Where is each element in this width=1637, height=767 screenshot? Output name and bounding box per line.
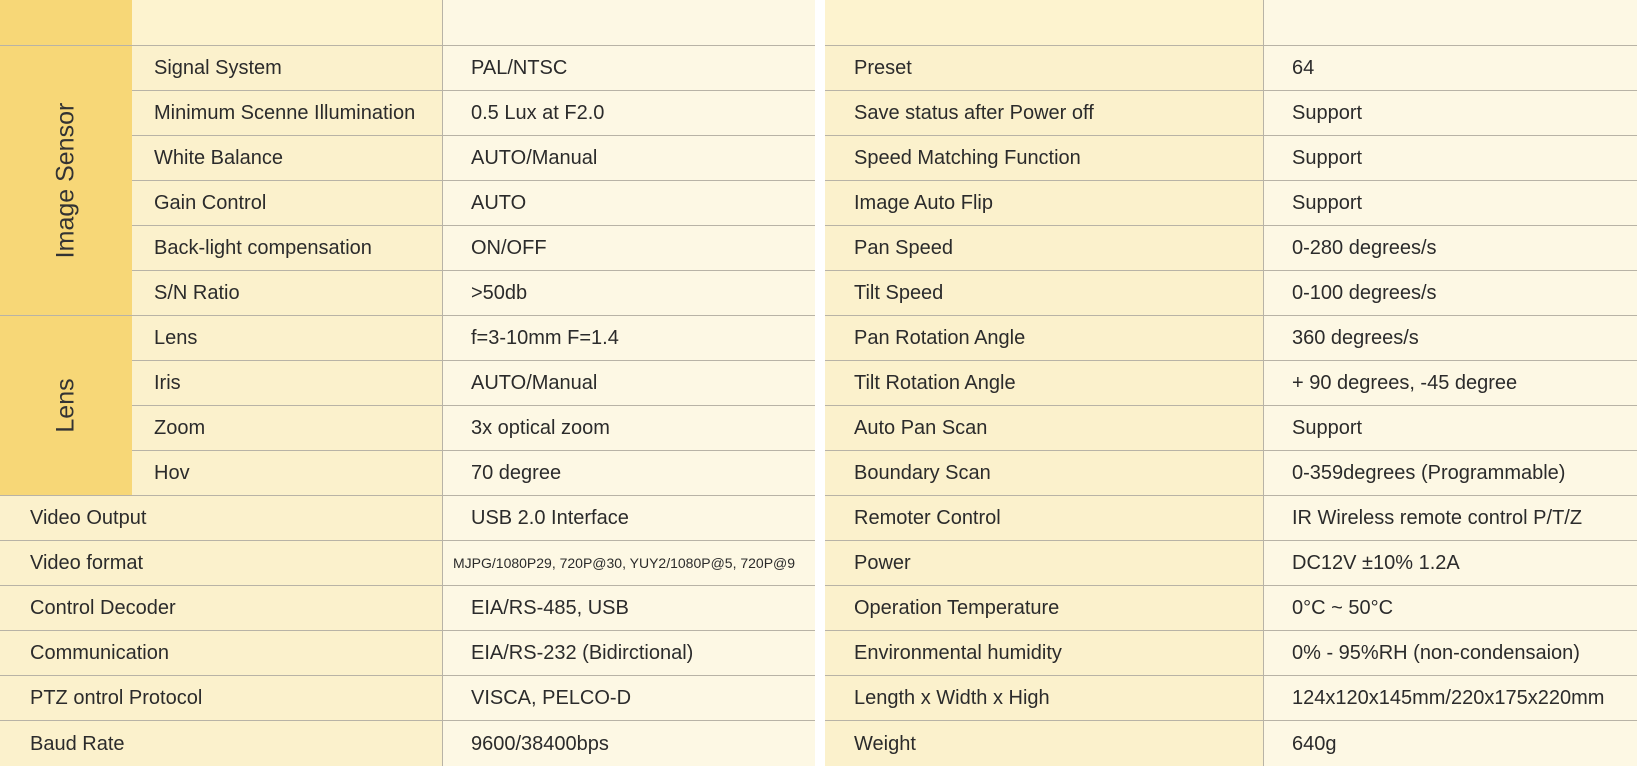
spec-label: Preset [825,46,1263,91]
spec-label: Save status after Power off [825,91,1263,136]
spec-value: 0°C ~ 50°C [1263,586,1637,631]
spec-label: Baud Rate [0,721,442,766]
spec-value: EIA/RS-485, USB [442,586,815,631]
spec-value: 0.5 Lux at F2.0 [442,91,815,136]
spec-label: Weight [825,721,1263,766]
spec-label: Tilt Speed [825,271,1263,316]
group-label [0,46,132,316]
spec-label: Tilt Rotation Angle [825,361,1263,406]
left-spec-grid [0,0,815,767]
spec-value: 64 [1263,46,1637,91]
spec-value: 70 degree [442,451,815,496]
left-spec-table [0,0,815,767]
spec-value: 0-280 degrees/s [1263,226,1637,271]
spec-value: Support [1263,406,1637,451]
spec-value: DC12V ±10% 1.2A [1263,541,1637,586]
spec-value: 640g [1263,721,1637,766]
spec-label: Signal System [132,46,442,91]
spec-value: 0-359degrees (Programmable) [1263,451,1637,496]
spec-value: f=3-10mm F=1.4 [442,316,815,361]
spec-label: Video format [0,541,442,586]
spec-value: 360 degrees/s [1263,316,1637,361]
spec-label: Control Decoder [0,586,442,631]
group-label [0,316,132,496]
spec-label: Operation Temperature [825,586,1263,631]
spec-value: 0-100 degrees/s [1263,271,1637,316]
spec-value: 124x120x145mm/220x175x220mm [1263,676,1637,721]
spec-label: PTZ ontrol Protocol [0,676,442,721]
spec-value: PAL/NTSC [442,46,815,91]
spec-value: 0% - 95%RH (non-condensaion) [1263,631,1637,676]
spec-label: S/N Ratio [132,271,442,316]
group-label-text: Image Sensor [51,102,80,259]
spec-value: >50db [442,271,815,316]
spec-value: AUTO/Manual [442,361,815,406]
spec-value: USB 2.0 Interface [442,496,815,541]
spec-label: Environmental humidity [825,631,1263,676]
spec-value: AUTO/Manual [442,136,815,181]
header-blank-cell [825,0,1263,46]
spec-label: Auto Pan Scan [825,406,1263,451]
spec-label: Pan Rotation Angle [825,316,1263,361]
spec-value: Support [1263,181,1637,226]
right-spec-grid [825,0,1637,767]
header-blank-cell [132,0,442,46]
spec-value: ON/OFF [442,226,815,271]
spec-label: Length x Width x High [825,676,1263,721]
spec-label: Gain Control [132,181,442,226]
header-blank-cell [442,0,815,46]
spec-value: AUTO [442,181,815,226]
right-spec-table [825,0,1637,767]
group-label-text: Lens [51,378,80,433]
spec-value: + 90 degrees, -45 degree [1263,361,1637,406]
spec-label: Pan Speed [825,226,1263,271]
spec-label: Remoter Control [825,496,1263,541]
header-blank-cell [1263,0,1637,46]
spec-value: Support [1263,91,1637,136]
spec-label: Speed Matching Function [825,136,1263,181]
spec-label: Boundary Scan [825,451,1263,496]
spec-value: 9600/38400bps [442,721,815,766]
spec-label: Communication [0,631,442,676]
spec-label: Hov [132,451,442,496]
spec-label: Power [825,541,1263,586]
spec-label: White Balance [132,136,442,181]
spec-label: Iris [132,361,442,406]
spec-label: Back-light compensation [132,226,442,271]
spec-value: VISCA, PELCO-D [442,676,815,721]
spec-value: IR Wireless remote control P/T/Z [1263,496,1637,541]
spec-label: Lens [132,316,442,361]
spec-value: MJPG/1080P29, 720P@30, YUY2/1080P@5, 720P@9 [442,541,815,586]
spec-label: Minimum Scenne Illumination [132,91,442,136]
spec-value: EIA/RS-232 (Bidirctional) [442,631,815,676]
spec-value: Support [1263,136,1637,181]
spec-label: Image Auto Flip [825,181,1263,226]
spec-label: Video Output [0,496,442,541]
group-header-blank [0,0,132,46]
spec-value: 3x optical zoom [442,406,815,451]
spec-label: Zoom [132,406,442,451]
